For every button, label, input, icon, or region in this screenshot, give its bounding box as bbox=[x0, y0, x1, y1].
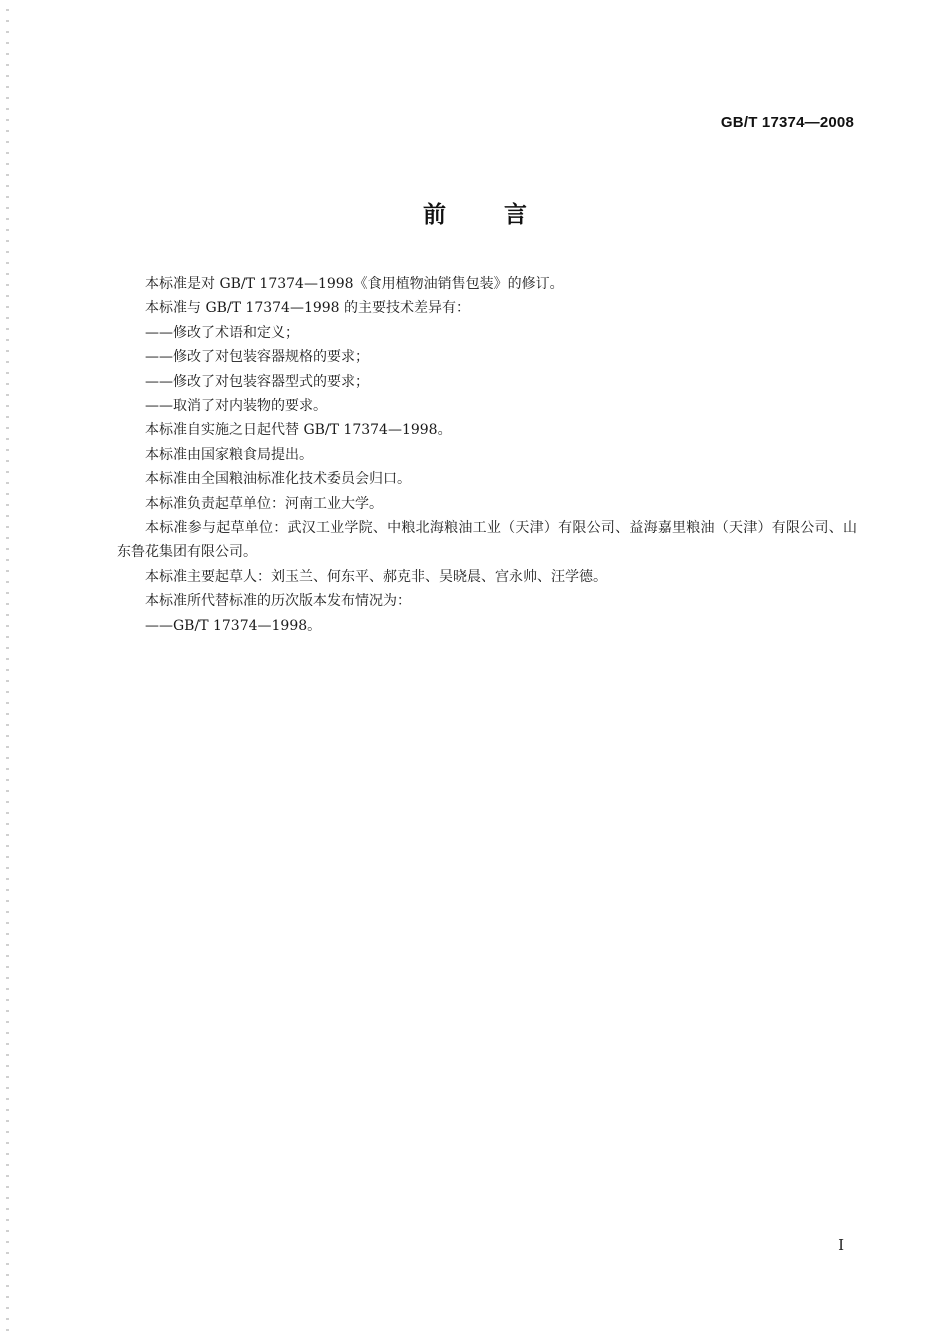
list-item: ——修改了术语和定义； bbox=[145, 324, 299, 341]
list-item: ——修改了对包装容器规格的要求； bbox=[145, 349, 369, 366]
paragraph: 本标准负责起草单位：河南工业大学。 bbox=[145, 495, 383, 512]
paragraph: 本标准参与起草单位：武汉工业学院、中粮北海粮油工业（天津）有限公司、益海嘉里粮油（天津）有限公司、山东鲁花集团有限公司。 bbox=[117, 520, 857, 561]
list-item: ——GB/T 17374—1998。 bbox=[145, 617, 322, 634]
paragraph: 本标准自实施之日起代替 GB/T 17374—1998。 bbox=[145, 422, 452, 439]
paragraph: 本标准所代替标准的历次版本发布情况为： bbox=[145, 593, 411, 610]
list-item: ——取消了对内装物的要求。 bbox=[145, 398, 327, 415]
paragraph: 本标准由全国粮油标准化技术委员会归口。 bbox=[145, 471, 411, 488]
list-item: ——修改了对包装容器型式的要求； bbox=[145, 373, 369, 390]
paragraph: 本标准与 GB/T 17374—1998 的主要技术差异有： bbox=[145, 300, 471, 317]
paragraph: 本标准由国家粮食局提出。 bbox=[145, 446, 313, 463]
foreword-body bbox=[117, 272, 857, 638]
page-number: I bbox=[838, 1236, 844, 1254]
paragraph: 本标准主要起草人：刘玉兰、何东平、郝克非、吴晓晨、宫永帅、汪学德。 bbox=[145, 568, 607, 585]
standard-code: GB/T 17374—2008 bbox=[720, 114, 854, 131]
paragraph: 本标准是对 GB/T 17374—1998《食用植物油销售包装》的修订。 bbox=[145, 276, 564, 292]
page-title: 前言 bbox=[423, 202, 585, 228]
